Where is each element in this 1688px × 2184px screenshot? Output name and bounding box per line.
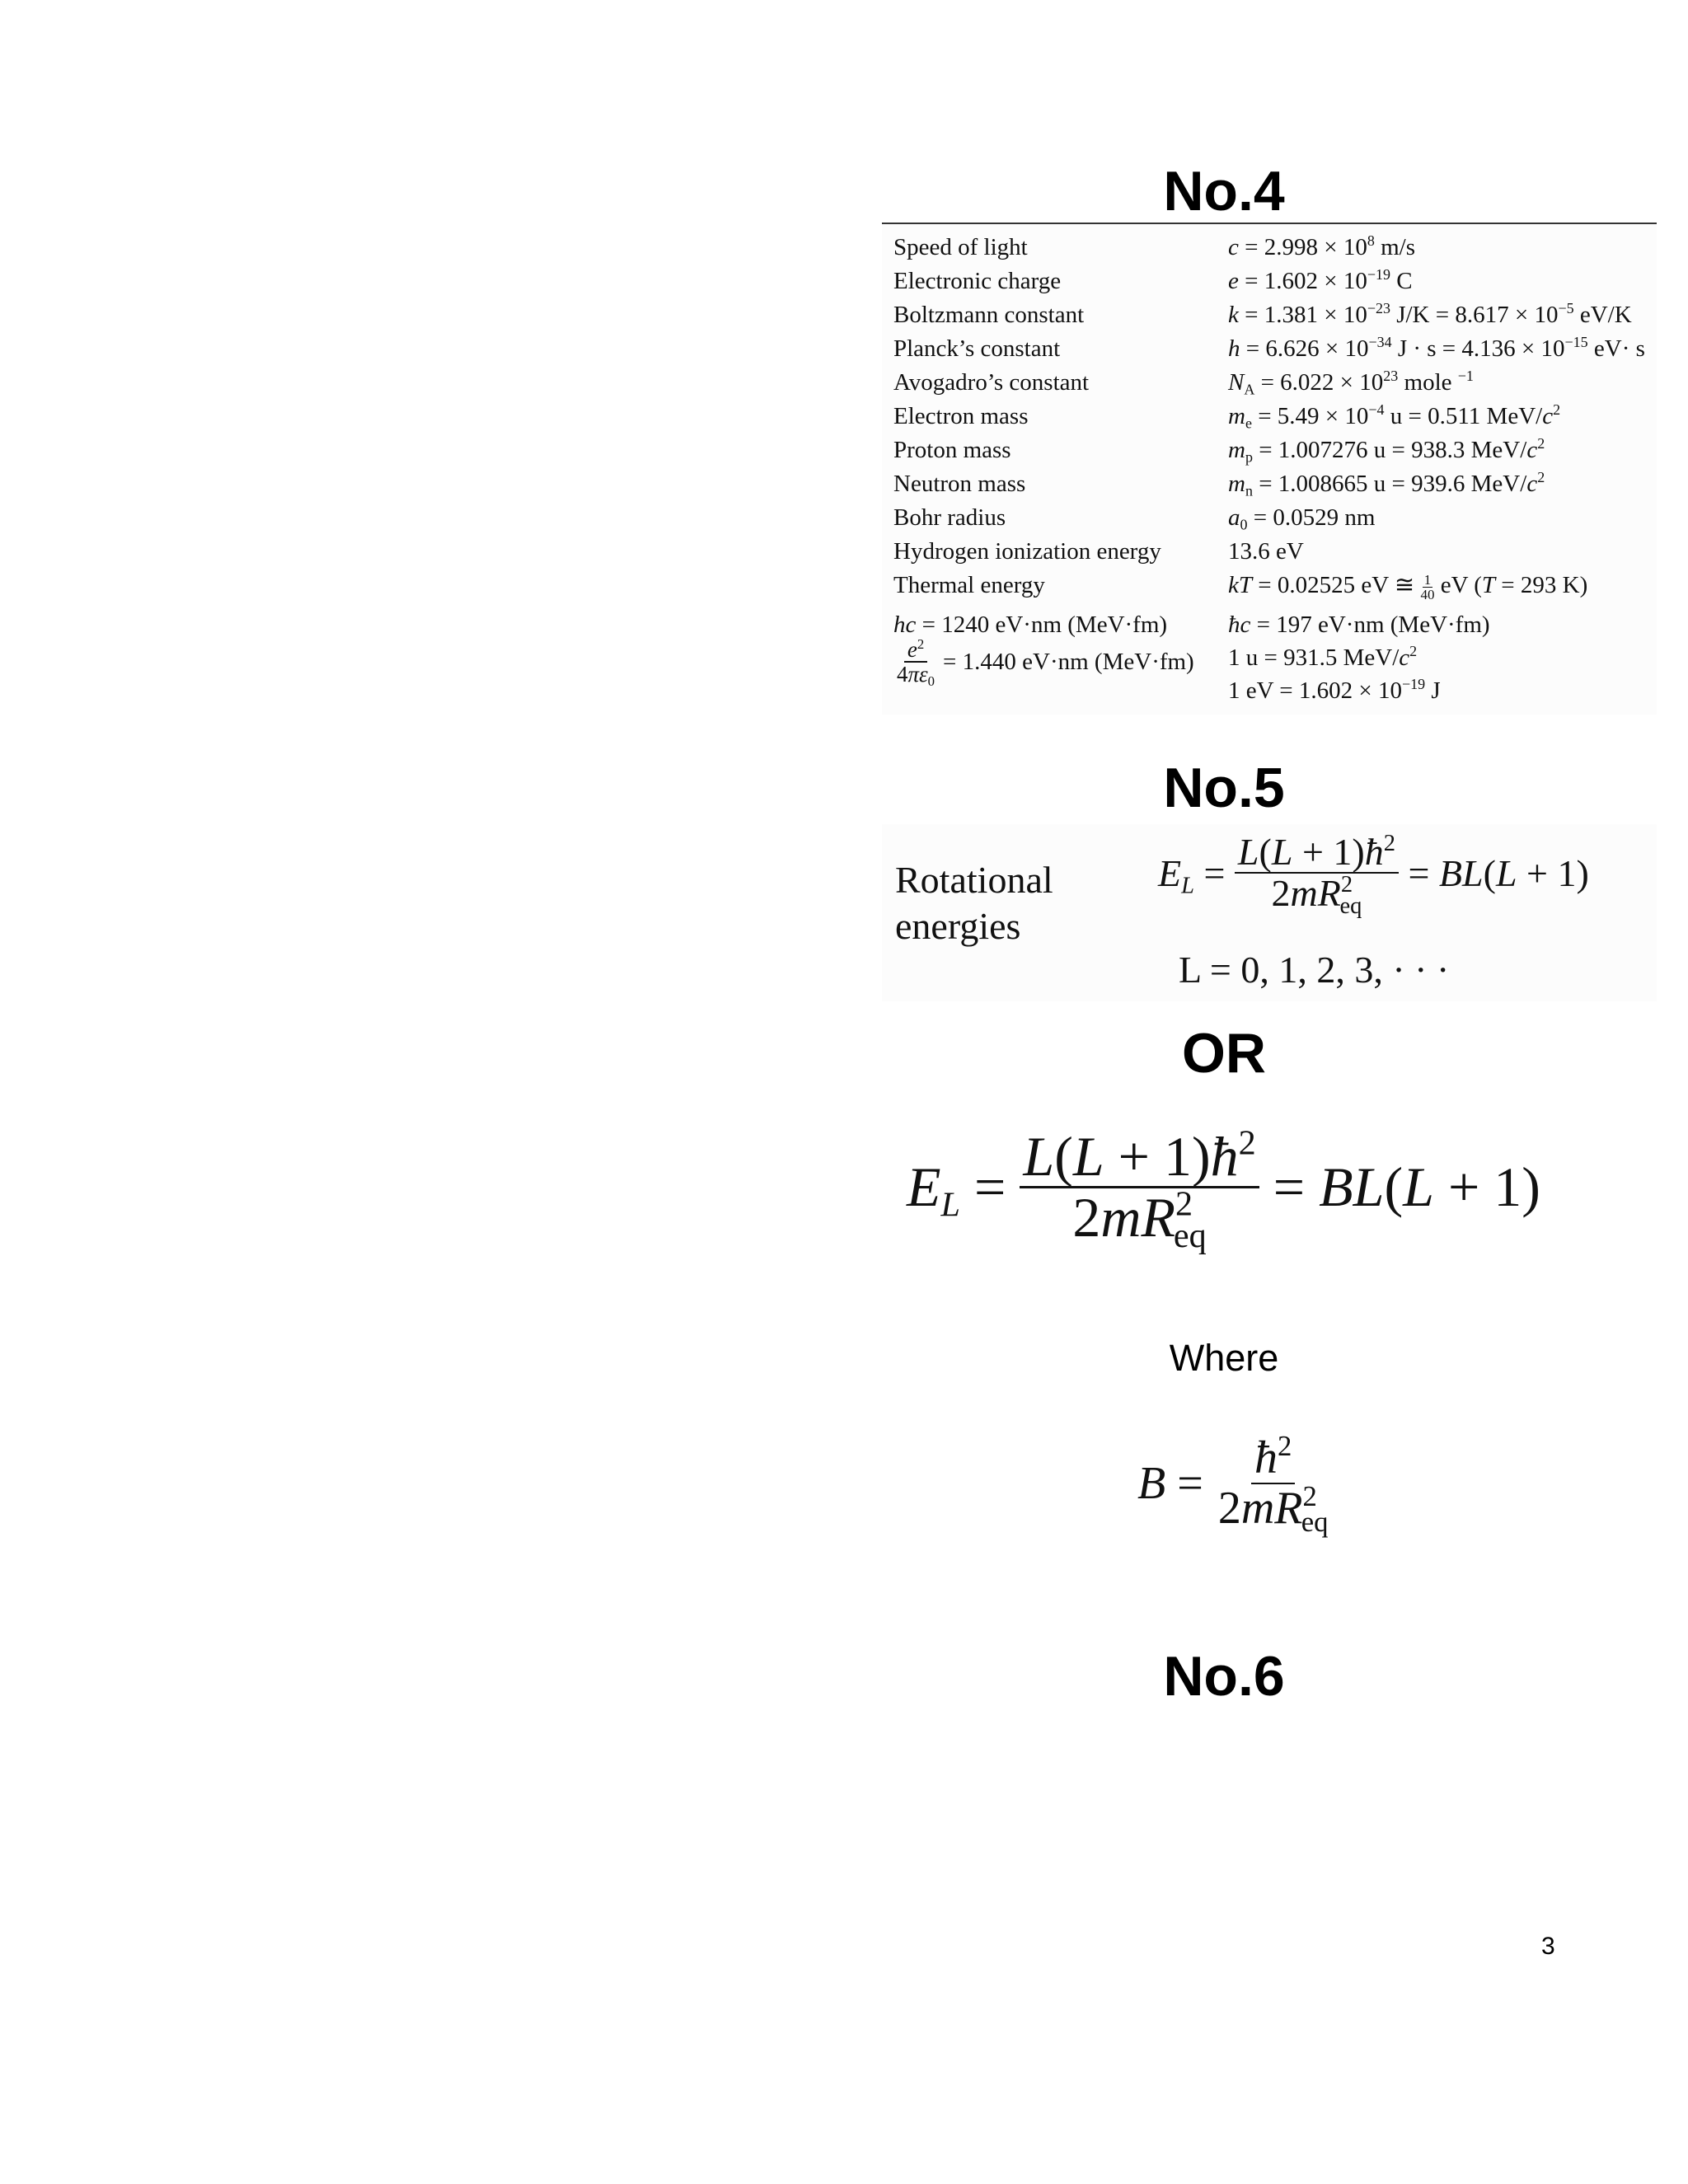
constant-name: Thermal energy bbox=[893, 572, 1045, 598]
constant-row bbox=[882, 231, 1657, 264]
constant-row bbox=[882, 434, 1657, 466]
constant-row bbox=[882, 467, 1657, 500]
formula-electron-volt: 1 eV = $1.602 \times 10^{-19}$ J bbox=[1228, 676, 1441, 704]
constant-row bbox=[882, 400, 1657, 433]
constant-row bbox=[882, 569, 1657, 602]
heading-no5: No.5 bbox=[1163, 757, 1285, 819]
l-values: L = 0, 1, 2, 3, · · · bbox=[1179, 949, 1450, 991]
constant-name: Electron mass bbox=[893, 403, 1029, 429]
constant-value: $m_e = 5.49 \times 10^{-4}$ u = 0.511 MeV/$c^2$ bbox=[1228, 401, 1561, 432]
constant-name: Speed of light bbox=[893, 234, 1028, 260]
constant-value: $e = 1.602 \times 10^{-19}$ C bbox=[1228, 266, 1413, 294]
constant-row bbox=[882, 501, 1657, 534]
constant-name: Electronic charge bbox=[893, 268, 1062, 294]
constant-name: Proton mass bbox=[893, 437, 1011, 463]
constant-value: $m_p = 1.007276$ u = 938.3 MeV/$c^2$ bbox=[1228, 435, 1545, 466]
constant-value: $k = 1.381 \times 10^{-23}$ $J/K = 8.617 \times 10^{-5}$ eV/K bbox=[1228, 300, 1632, 328]
page-number: 3 bbox=[1541, 1933, 1555, 1960]
formula-hc: hc = 1240 eV·nm (MeV·fm) bbox=[893, 612, 1168, 638]
constant-row bbox=[882, 298, 1657, 331]
constant-value: kT = 0.02525 eV ≅ $\frac{1}{40}$ eV (T = 293 K) bbox=[1228, 571, 1588, 602]
constant-name: Planck’s constant bbox=[893, 335, 1061, 362]
constant-name: Avogadro’s constant bbox=[893, 369, 1090, 396]
b-equation: B = $\frac{ħ^2}{2mR^2_{eq}}$ bbox=[1137, 1430, 1329, 1539]
constant-row bbox=[882, 366, 1657, 399]
rotational-label: Rotational energies bbox=[895, 859, 1053, 947]
energy-equation-large: $E_L$ = $\frac{L(L + 1)ħ^2}{2mR^2_{eq}}$ = BL(L + 1) bbox=[907, 1123, 1540, 1256]
constant-row bbox=[882, 608, 1657, 641]
heading-or: OR bbox=[1182, 1022, 1266, 1085]
constant-row bbox=[882, 535, 1657, 568]
formula-hbarc: ħc = 197 eV·nm (MeV·fm) bbox=[1228, 612, 1490, 638]
constant-value: $a_0 = 0.0529$ nm bbox=[1228, 504, 1376, 533]
constant-value: 13.6 eV bbox=[1228, 538, 1304, 565]
constant-name: Hydrogen ionization energy bbox=[893, 538, 1161, 565]
constant-value: $h = 6.626 \times 10^{-34}$ $J \cdot s = 4.136 \times 10^{-15}$ eV· s bbox=[1228, 334, 1645, 362]
formula-atomic-mass-unit: 1 u = 931.5 MeV/$c^2$ bbox=[1228, 643, 1418, 671]
constant-value: $N_A = 6.022 \times 10^{23}$ mole $^{-1}$ bbox=[1228, 368, 1474, 398]
constant-name: Neutron mass bbox=[893, 471, 1026, 497]
where-text: Where bbox=[1169, 1337, 1279, 1379]
formula-e2-over-4pi-epsilon: $\frac{e^2}{4\pi\varepsilon_0}$ = 1.440 eV·nm (MeV·fm) bbox=[897, 635, 1194, 690]
constant-row bbox=[882, 265, 1657, 298]
heading-no4: No.4 bbox=[1163, 160, 1285, 223]
rotational-equation: $E_L$ = $\frac{L(L + 1)ħ^2}{2mR^2_{eq}}$ = BL(L + 1) bbox=[1158, 830, 1589, 919]
heading-no6: No.6 bbox=[1163, 1645, 1285, 1708]
constant-name: Bohr radius bbox=[893, 504, 1006, 531]
rotational-energies-block bbox=[882, 824, 1657, 1001]
constant-value: $c = 2.998 \times 10^8$ m/s bbox=[1228, 232, 1415, 260]
constants-table bbox=[882, 223, 1657, 715]
constant-row bbox=[882, 332, 1657, 365]
constant-name: Boltzmann constant bbox=[893, 302, 1085, 328]
constant-value: $m_n = 1.008665$ u = 939.6 MeV/$c^2$ bbox=[1228, 469, 1545, 499]
